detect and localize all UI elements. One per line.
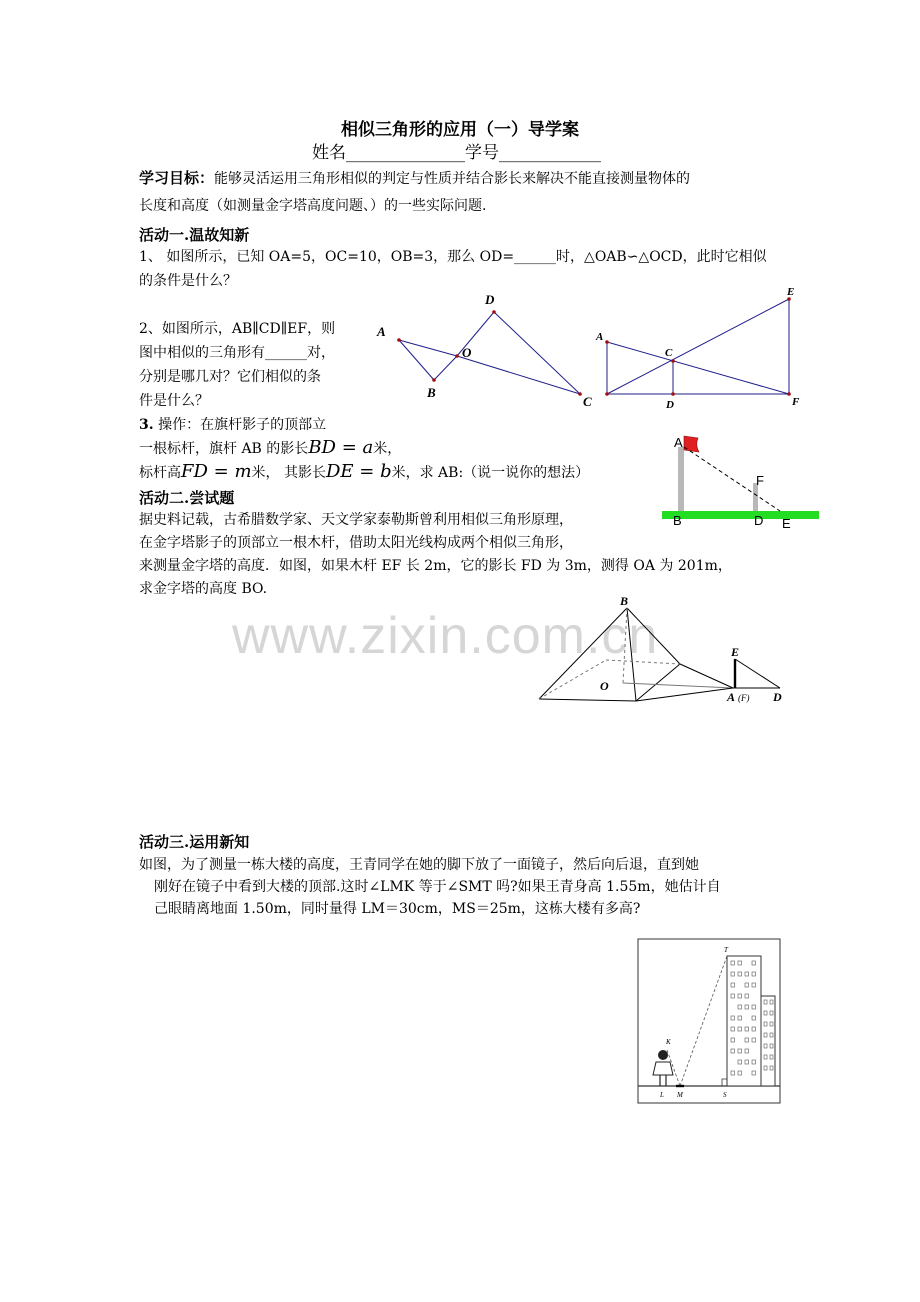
q2-line-2: 图中相似的三角形有______对， (139, 345, 335, 361)
objectives-label: 学习目标： (139, 169, 215, 187)
fig1-label-o: O (462, 345, 472, 360)
person-head (658, 1050, 668, 1060)
activity3-line-2: 刚好在镜子中看到大楼的顶部.这时∠LMK 等于∠SMT 吗?如果王青身高 1.55m，她估计自 (154, 879, 721, 895)
fig5-label-m: M (677, 1091, 683, 1099)
activity1-heading: 活动一.温故知新 (139, 226, 250, 244)
flagpole (678, 447, 684, 511)
q2-line-3: 分别是哪几对？它们相似的条 (139, 369, 321, 385)
activity3-heading: 活动三.运用新知 (139, 833, 250, 851)
fig3-label-f: F (756, 473, 764, 488)
q3-text-3a: 标杆高 (139, 465, 181, 481)
fig3-label-b: B (673, 513, 682, 528)
q3-formula-fd: FD = m (181, 461, 252, 482)
page-title: 相似三角形的应用（一）导学案 (341, 120, 579, 140)
fig4-label-e: E (731, 645, 740, 659)
q1-line-2: 的条件是什么？ (139, 273, 237, 289)
fig4-label-a: A (727, 690, 736, 704)
q3-text-2a: 一根标杆，旗杆 AB 的影长 (139, 441, 309, 457)
activity2-line-3: 来测量金字塔的高度．如图，如果木杆 EF 长 2m，它的影长 FD 为 3m，测得 OA 为 201m， (139, 558, 732, 574)
objectives-line-2: 长度和高度（如测量金字塔高度问题、）的一些实际问题. (139, 198, 487, 214)
figure-flagpole (662, 436, 819, 519)
activity3-line-3: 己眼睛离地面 1.50m，同时量得 LM＝30cm，MS＝25m，这栋大楼有多高? (154, 901, 641, 917)
q2-line-4: 件是什么？ (139, 393, 209, 409)
q3-text-3b: 米， 其影长 (251, 465, 326, 481)
person-body (653, 1062, 673, 1075)
fig1-label-c: C (583, 394, 592, 409)
fig2-label-a: A (596, 331, 604, 343)
q3-number: 3. (139, 417, 154, 433)
fig5-label-t: T (724, 946, 728, 954)
activity2-heading: 活动二.尝试题 (139, 489, 235, 507)
fig5-label-l: L (660, 1091, 664, 1099)
watermark: www.zixin.com.cn (232, 607, 659, 665)
figure-building-mirror (638, 939, 780, 1103)
q3-text-2b: 米， (373, 441, 402, 457)
fig4-label-o: O (600, 679, 609, 693)
fig3-label-a: A (674, 435, 683, 450)
activity2-line-1: 据史料记载，古希腊数学家、天文学家泰勒斯曾利用相似三角形原理， (139, 512, 573, 528)
fig5-label-s: S (723, 1091, 727, 1099)
activity3-line-1: 如图，为了测量一栋大楼的高度，王青同学在她的脚下放了一面镜子，然后向后退，直到她 (139, 857, 699, 873)
q3-text-1: 操作：在旗杆影子的顶部立 (158, 417, 327, 433)
q3-formula-bd: BD = a (308, 437, 374, 458)
q3-text-3c: 米，求 AB:（说一说你的想法） (391, 465, 590, 481)
fig2-label-e: E (787, 286, 795, 298)
fig2-label-f: F (792, 396, 800, 408)
fig4-label-d: D (773, 690, 782, 704)
fig3-label-d: D (754, 513, 764, 528)
fig5-label-k: K (666, 1038, 671, 1046)
q1-line-1: 1、 如图所示，已知 OA=5，OC=10，OB=3，那么 OD=______时，△OAB∽△OCD，此时它相似 (139, 249, 767, 265)
flag-icon (684, 436, 699, 452)
fig4-label-b: B (620, 594, 629, 608)
fig4-label-f: (F) (738, 693, 750, 703)
fig2-label-c: C (665, 347, 673, 359)
name-id-line: 姓名______________学号____________ (312, 143, 601, 163)
fig3-label-e: E (782, 516, 791, 531)
activity2-line-4: 求金字塔的高度 BO. (139, 581, 268, 597)
building (727, 956, 761, 1086)
fig1-label-a: A (377, 324, 386, 339)
figure-pyramid (539, 608, 780, 701)
activity2-line-2: 在金字塔影子的顶部立一根木杆，借助太阳光线构成两个相似三角形， (139, 535, 573, 551)
objectives-text-1: 能够灵活运用三角形相似的判定与性质并结合影长来解决不能直接测量物体的 (214, 171, 691, 187)
fig2-label-d: D (666, 399, 674, 411)
fig1-label-b: B (427, 385, 436, 400)
fig1-label-d: D (485, 292, 495, 307)
q3-formula-de: DE = b (325, 461, 392, 482)
ground-strip (662, 511, 819, 519)
q2-line-1: 2、如图所示，AB∥CD∥EF，则 (139, 321, 336, 337)
